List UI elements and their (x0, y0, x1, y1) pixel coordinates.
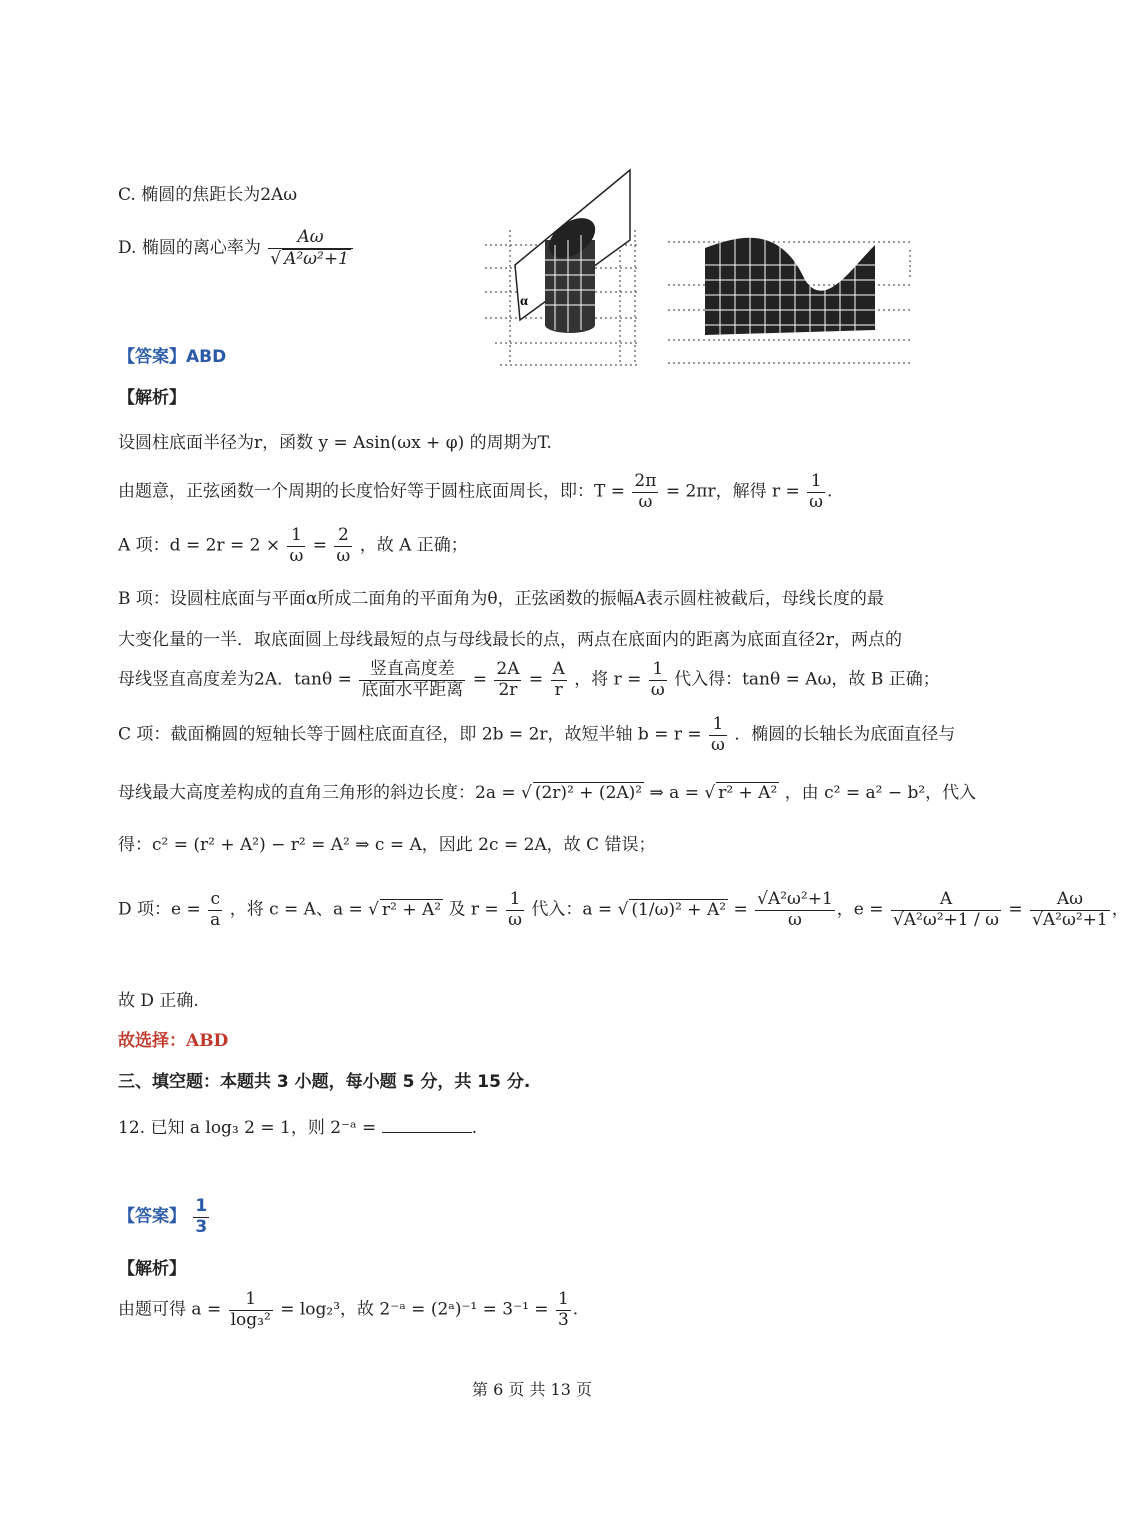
analysis-2-label: 【解析】 (118, 1259, 186, 1279)
solution-line-d-end: 故 D 正确. (118, 991, 199, 1011)
cylinder-sine-figure (480, 170, 920, 380)
solution-line-1: 设圆柱底面半径为r，函数 y = Asin(ωx + φ) 的周期为T. (118, 433, 552, 453)
section-heading: 三、填空题：本题共 3 小题，每小题 5 分，共 15 分. (118, 1072, 531, 1092)
solution-line-c3: 得：c² = (r² + A²) − r² = A² ⇒ c = A，因此 2c = 2A，故 C 错误； (118, 835, 656, 855)
answer-2-line: 【答案】 $\frac{1}{3}$ (118, 1196, 208, 1237)
question-12: 12. 已知 a log₃ 2 = 1，则 2⁻ᵃ = . (118, 1118, 478, 1138)
solution-line-c1: C 项：截面椭圆的短轴长等于圆柱底面直径，即 2b = 2r，故短半轴 b = r = $\frac{1}{\omega}$ ．椭圆的长轴长为底面直径与 (118, 714, 956, 755)
analysis-label: 【解析】 (118, 388, 186, 408)
solution-line-b3: 母线竖直高度差为2A．tanθ = $\frac{\text{竖直高度差}}{\text{底面水平距离}}$ = $\frac{2A}{2r}$ = $\frac{A}{r}$ ，将 r = $\frac{1}{\omega}$ 代入得：tanθ = Aω，故 B 正确； (118, 659, 940, 700)
solution-line-b2: 大变化量的一半．取底面圆上母线最短的点与母线最长的点，两点在底面内的距离为底面直径2r，两点的 (118, 630, 902, 650)
solution-line-2: 由题意，正弦函数一个周期的长度恰好等于圆柱底面周长，即：T = $\frac{2\pi}{\omega}$ = 2πr，解得 r = $\frac{1}{\omega}$ . (118, 471, 833, 512)
alpha-label: α (520, 294, 528, 309)
option-d-label: D. 椭圆的离心率为 (118, 238, 261, 259)
answer-value: ABD (186, 347, 227, 367)
solution-line-d: D 项：e = $\frac{c}{a}$ ，将 c = A、a = √ r² + A² 及 r = $\frac{1}{\omega}$ 代入：a = √ (1/ω)² + A² = $\frac{\text{√A²ω²+1}}{\omega}$ ，e = $\frac{A}{\text{√A²ω²+1 / ω}}$ = $\frac{A\omega}{\text{√A²ω²+1}}$ ， (118, 889, 1129, 930)
answer-line: 【答案】ABD (118, 347, 227, 367)
solution-line-a: A 项：d = 2r = 2 × $\frac{1}{\omega}$ = $\frac{2}{\omega}$ ，故 A 正确； (118, 525, 468, 566)
option-d (118, 228, 355, 269)
solution-line-b1: B 项：设圆柱底面与平面α所成二面角的平面角为θ，正弦函数的振幅A表示圆柱被截后，母线长度的最 (118, 589, 884, 609)
answer-2-fraction: $\frac{1}{3}$ (195, 1196, 208, 1237)
page-footer: 第 6 页 共 13 页 (472, 1380, 592, 1399)
solution-line-c2: 母线最大高度差构成的直角三角形的斜边长度：2a = √ (2r)² + (2A)² ⇒ a = √ r² + A² ，由 c² = a² − b²，代入 (118, 783, 977, 803)
option-d-fraction: $\frac{A\omega}{\text{√ A²ω²+1}}$ (268, 228, 353, 269)
answer-blank (382, 1118, 472, 1133)
q12-solution: 由题可得 a = $\frac{1}{\text{log₃²}}$ = log₂³，故 2⁻ᵃ = (2ᵃ)⁻¹ = 3⁻¹ = $\frac{1}{3}$ . (118, 1289, 579, 1330)
final-choice: 故选择：ABD (118, 1031, 229, 1051)
option-c: C. 椭圆的焦距长为2Aω (118, 185, 298, 205)
